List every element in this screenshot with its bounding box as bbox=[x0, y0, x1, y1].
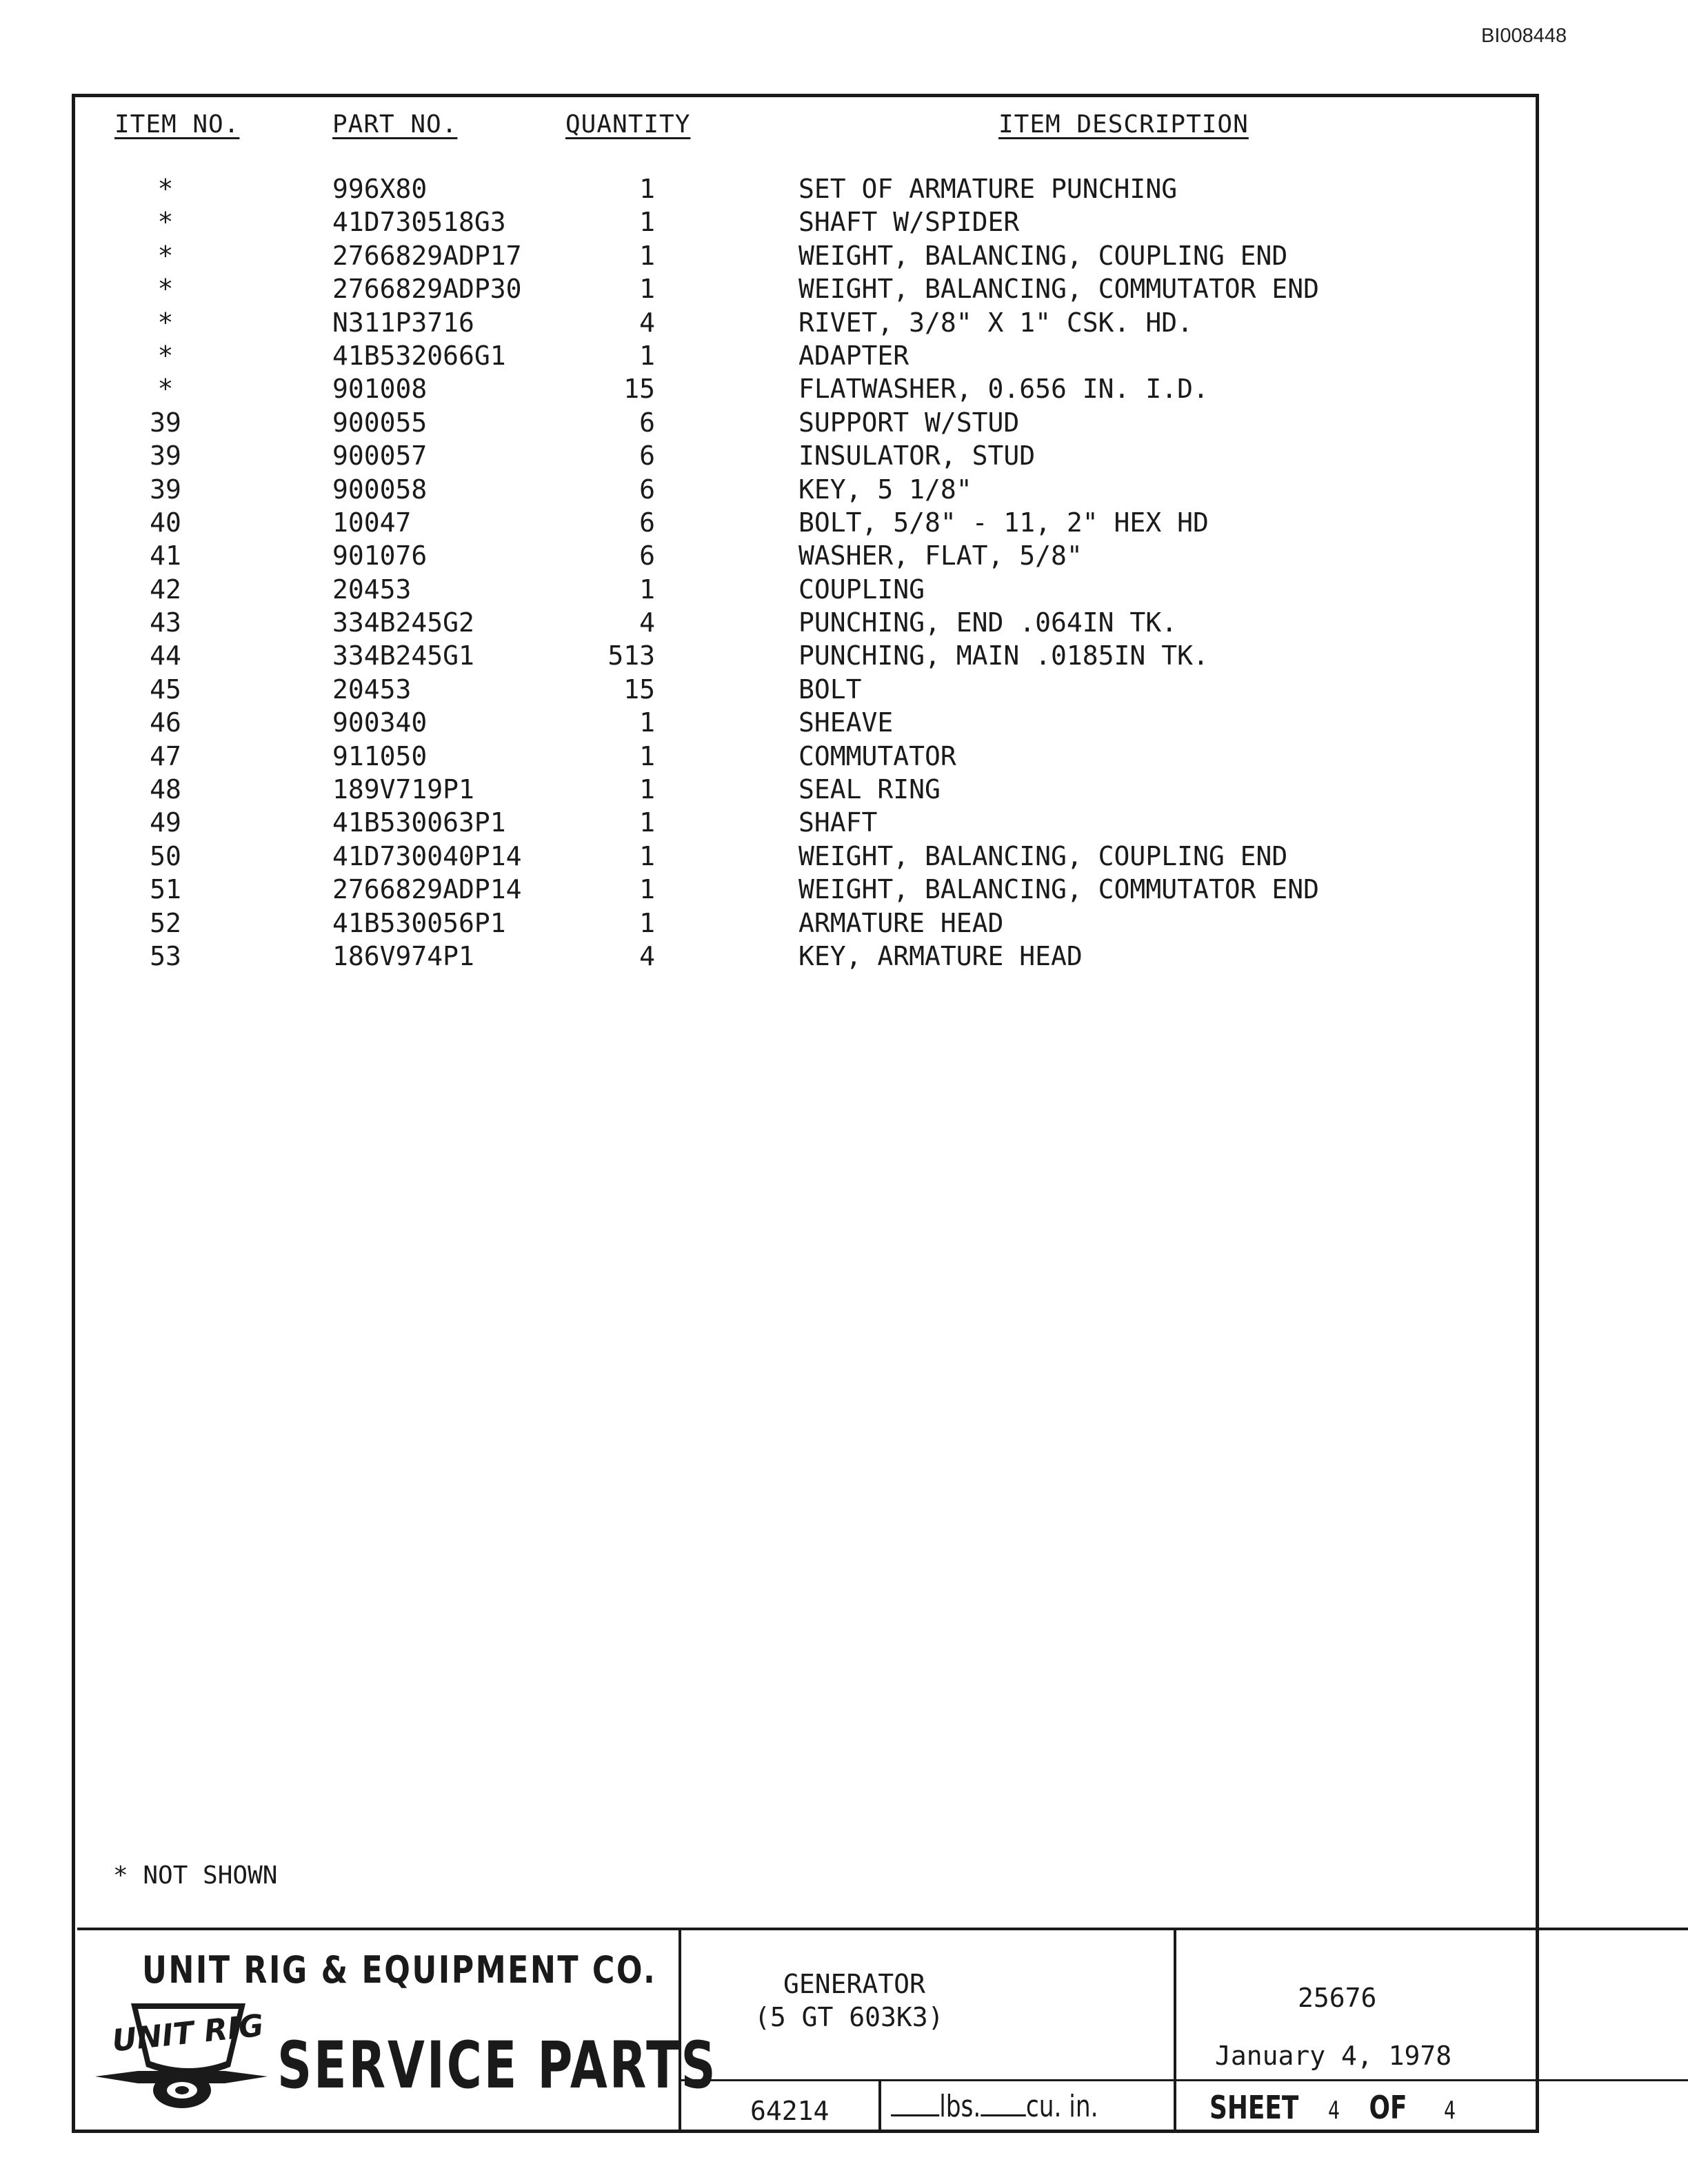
quantity: 4 bbox=[639, 940, 655, 971]
item-description: WEIGHT, BALANCING, COMMUTATOR END bbox=[798, 874, 1319, 905]
part-number: 20453 bbox=[332, 574, 412, 605]
part-number: 900340 bbox=[332, 707, 428, 738]
item-description: INSULATOR, STUD bbox=[798, 441, 1036, 472]
item-number: 40 bbox=[150, 507, 181, 538]
quantity: 15 bbox=[623, 674, 655, 705]
quantity: 1 bbox=[639, 707, 655, 738]
quantity: 1 bbox=[639, 340, 655, 371]
product-model: (5 GT 603K3) bbox=[754, 2002, 944, 2032]
quantity: 1 bbox=[639, 174, 655, 204]
table-row bbox=[0, 606, 1688, 639]
part-number: 901008 bbox=[332, 374, 428, 405]
sheet-number: 4 bbox=[1327, 2096, 1340, 2125]
item-number: 44 bbox=[150, 640, 181, 671]
sheet-indicator bbox=[1209, 2089, 1456, 2126]
quantity: 1 bbox=[639, 807, 655, 838]
weight-value: 64214 bbox=[750, 2096, 830, 2126]
quantity: 4 bbox=[639, 607, 655, 638]
item-number: * bbox=[157, 240, 174, 271]
table-row bbox=[0, 406, 1688, 439]
sheet-label: SHEET bbox=[1209, 2089, 1299, 2126]
table-row bbox=[0, 706, 1688, 739]
title-block-divider bbox=[679, 2079, 1688, 2081]
item-description: WEIGHT, BALANCING, COUPLING END bbox=[798, 240, 1288, 271]
item-number: 49 bbox=[150, 807, 181, 838]
item-number: 53 bbox=[150, 940, 181, 971]
part-number: 41B530063P1 bbox=[332, 807, 506, 838]
title-block-top-rule bbox=[77, 1928, 1688, 1930]
service-parts-title: SERVICE PARTS bbox=[277, 2028, 718, 2103]
cuin-blank bbox=[981, 2090, 1026, 2116]
item-description: WEIGHT, BALANCING, COUPLING END bbox=[798, 840, 1288, 871]
part-number: 334B245G1 bbox=[332, 640, 474, 671]
table-row bbox=[0, 306, 1688, 339]
item-number: * bbox=[157, 307, 174, 338]
quantity: 15 bbox=[623, 374, 655, 405]
quantity: 4 bbox=[639, 307, 655, 338]
item-description: KEY, 5 1/8" bbox=[798, 474, 972, 505]
item-number: 39 bbox=[150, 441, 181, 472]
table-row bbox=[0, 172, 1688, 205]
header-item-no: ITEM NO. bbox=[114, 110, 240, 139]
item-number: 42 bbox=[150, 574, 181, 605]
document-date: January 4, 1978 bbox=[1215, 2041, 1452, 2071]
part-number: 900055 bbox=[332, 407, 428, 438]
part-number: 334B245G2 bbox=[332, 607, 474, 638]
table-row bbox=[0, 205, 1688, 239]
of-label: OF bbox=[1369, 2089, 1407, 2126]
table-row bbox=[0, 539, 1688, 572]
item-description: BOLT, 5/8" - 11, 2" HEX HD bbox=[798, 507, 1209, 538]
item-description: ADAPTER bbox=[798, 340, 910, 371]
parts-list bbox=[0, 172, 1688, 973]
item-description: BOLT bbox=[798, 674, 862, 705]
item-description: SHAFT bbox=[798, 807, 878, 838]
title-block-divider bbox=[878, 2081, 881, 2133]
header-part-no: PART NO. bbox=[332, 110, 458, 139]
company-name: UNIT RIG & EQUIPMENT CO. bbox=[142, 1948, 657, 1992]
quantity: 1 bbox=[639, 840, 655, 871]
header-quantity: QUANTITY bbox=[565, 110, 691, 139]
item-description: SET OF ARMATURE PUNCHING bbox=[798, 174, 1178, 204]
quantity: 1 bbox=[639, 740, 655, 771]
quantity: 1 bbox=[639, 774, 655, 805]
header-item-description: ITEM DESCRIPTION bbox=[998, 110, 1249, 139]
item-number: 45 bbox=[150, 674, 181, 705]
table-row bbox=[0, 907, 1688, 940]
quantity: 1 bbox=[639, 907, 655, 938]
table-row bbox=[0, 639, 1688, 672]
sheet-total: 4 bbox=[1444, 2096, 1456, 2125]
part-number: 2766829ADP17 bbox=[332, 240, 522, 271]
item-number: * bbox=[157, 174, 174, 204]
item-number: 43 bbox=[150, 607, 181, 638]
item-description: COUPLING bbox=[798, 574, 925, 605]
title-block-divider bbox=[1174, 1930, 1176, 2133]
table-row bbox=[0, 439, 1688, 472]
item-number: * bbox=[157, 274, 174, 305]
quantity: 1 bbox=[639, 574, 655, 605]
unit-rig-logo bbox=[95, 1999, 268, 2114]
item-number: 39 bbox=[150, 407, 181, 438]
item-description: WEIGHT, BALANCING, COMMUTATOR END bbox=[798, 274, 1319, 305]
quantity: 1 bbox=[639, 274, 655, 305]
part-number: 900058 bbox=[332, 474, 428, 505]
item-number: 50 bbox=[150, 840, 181, 871]
cuin-label: cu. in. bbox=[1025, 2089, 1098, 2124]
table-row bbox=[0, 272, 1688, 305]
table-row bbox=[0, 873, 1688, 906]
part-number: 10047 bbox=[332, 507, 412, 538]
item-description: SHEAVE bbox=[798, 707, 894, 738]
part-number: 911050 bbox=[332, 740, 428, 771]
part-number: N311P3716 bbox=[332, 307, 474, 338]
item-description: SUPPORT W/STUD bbox=[798, 407, 1020, 438]
document-id: BI008448 bbox=[1481, 25, 1567, 47]
part-number: 186V974P1 bbox=[332, 940, 474, 971]
item-description: SHAFT W/SPIDER bbox=[798, 207, 1020, 238]
part-number: 41B530056P1 bbox=[332, 907, 506, 938]
item-number: * bbox=[157, 340, 174, 371]
part-number: 189V719P1 bbox=[332, 774, 474, 805]
table-row bbox=[0, 806, 1688, 839]
quantity: 6 bbox=[639, 474, 655, 505]
part-number: 900057 bbox=[332, 441, 428, 472]
quantity: 1 bbox=[639, 874, 655, 905]
table-row bbox=[0, 473, 1688, 506]
table-row bbox=[0, 673, 1688, 706]
part-number: 901076 bbox=[332, 540, 428, 572]
part-number: 996X80 bbox=[332, 174, 428, 204]
table-row bbox=[0, 740, 1688, 773]
table-row bbox=[0, 506, 1688, 539]
part-number: 41D730518G3 bbox=[332, 207, 506, 238]
part-number: 20453 bbox=[332, 674, 412, 705]
item-description: PUNCHING, MAIN .0185IN TK. bbox=[798, 640, 1209, 671]
table-row bbox=[0, 372, 1688, 405]
item-description: KEY, ARMATURE HEAD bbox=[798, 940, 1083, 971]
item-number: 47 bbox=[150, 740, 181, 771]
quantity: 1 bbox=[639, 240, 655, 271]
quantity: 1 bbox=[639, 207, 655, 238]
quantity: 6 bbox=[639, 441, 655, 472]
part-number: 41B532066G1 bbox=[332, 340, 506, 371]
table-row bbox=[0, 940, 1688, 973]
part-number: 41D730040P14 bbox=[332, 840, 522, 871]
table-row bbox=[0, 239, 1688, 272]
footnote: * NOT SHOWN bbox=[113, 1861, 278, 1890]
item-number: * bbox=[157, 207, 174, 238]
lbs-blank bbox=[891, 2090, 939, 2116]
lbs-label: lbs. bbox=[939, 2089, 981, 2124]
item-number: 52 bbox=[150, 907, 181, 938]
item-number: 46 bbox=[150, 707, 181, 738]
quantity: 6 bbox=[639, 507, 655, 538]
document-number: 25676 bbox=[1298, 1983, 1377, 2013]
table-row bbox=[0, 773, 1688, 806]
quantity: 6 bbox=[639, 540, 655, 572]
weight-volume-fields bbox=[891, 2089, 1098, 2124]
item-number: 48 bbox=[150, 774, 181, 805]
item-description: RIVET, 3/8" X 1" CSK. HD. bbox=[798, 307, 1193, 338]
quantity: 513 bbox=[607, 640, 655, 671]
table-row bbox=[0, 840, 1688, 873]
item-description: FLATWASHER, 0.656 IN. I.D. bbox=[798, 374, 1209, 405]
item-number: 39 bbox=[150, 474, 181, 505]
item-description: SEAL RING bbox=[798, 774, 941, 805]
item-number: 41 bbox=[150, 540, 181, 572]
item-description: COMMUTATOR bbox=[798, 740, 956, 771]
table-row bbox=[0, 573, 1688, 606]
item-description: PUNCHING, END .064IN TK. bbox=[798, 607, 1178, 638]
item-number: 51 bbox=[150, 874, 181, 905]
part-number: 2766829ADP30 bbox=[332, 274, 522, 305]
part-number: 2766829ADP14 bbox=[332, 874, 522, 905]
logo-text: UNIT RIG bbox=[110, 2008, 265, 2059]
item-description: ARMATURE HEAD bbox=[798, 907, 1004, 938]
item-number: * bbox=[157, 374, 174, 405]
table-row bbox=[0, 339, 1688, 372]
quantity: 6 bbox=[639, 407, 655, 438]
item-description: WASHER, FLAT, 5/8" bbox=[798, 540, 1083, 572]
product-name: GENERATOR bbox=[783, 1969, 925, 1999]
